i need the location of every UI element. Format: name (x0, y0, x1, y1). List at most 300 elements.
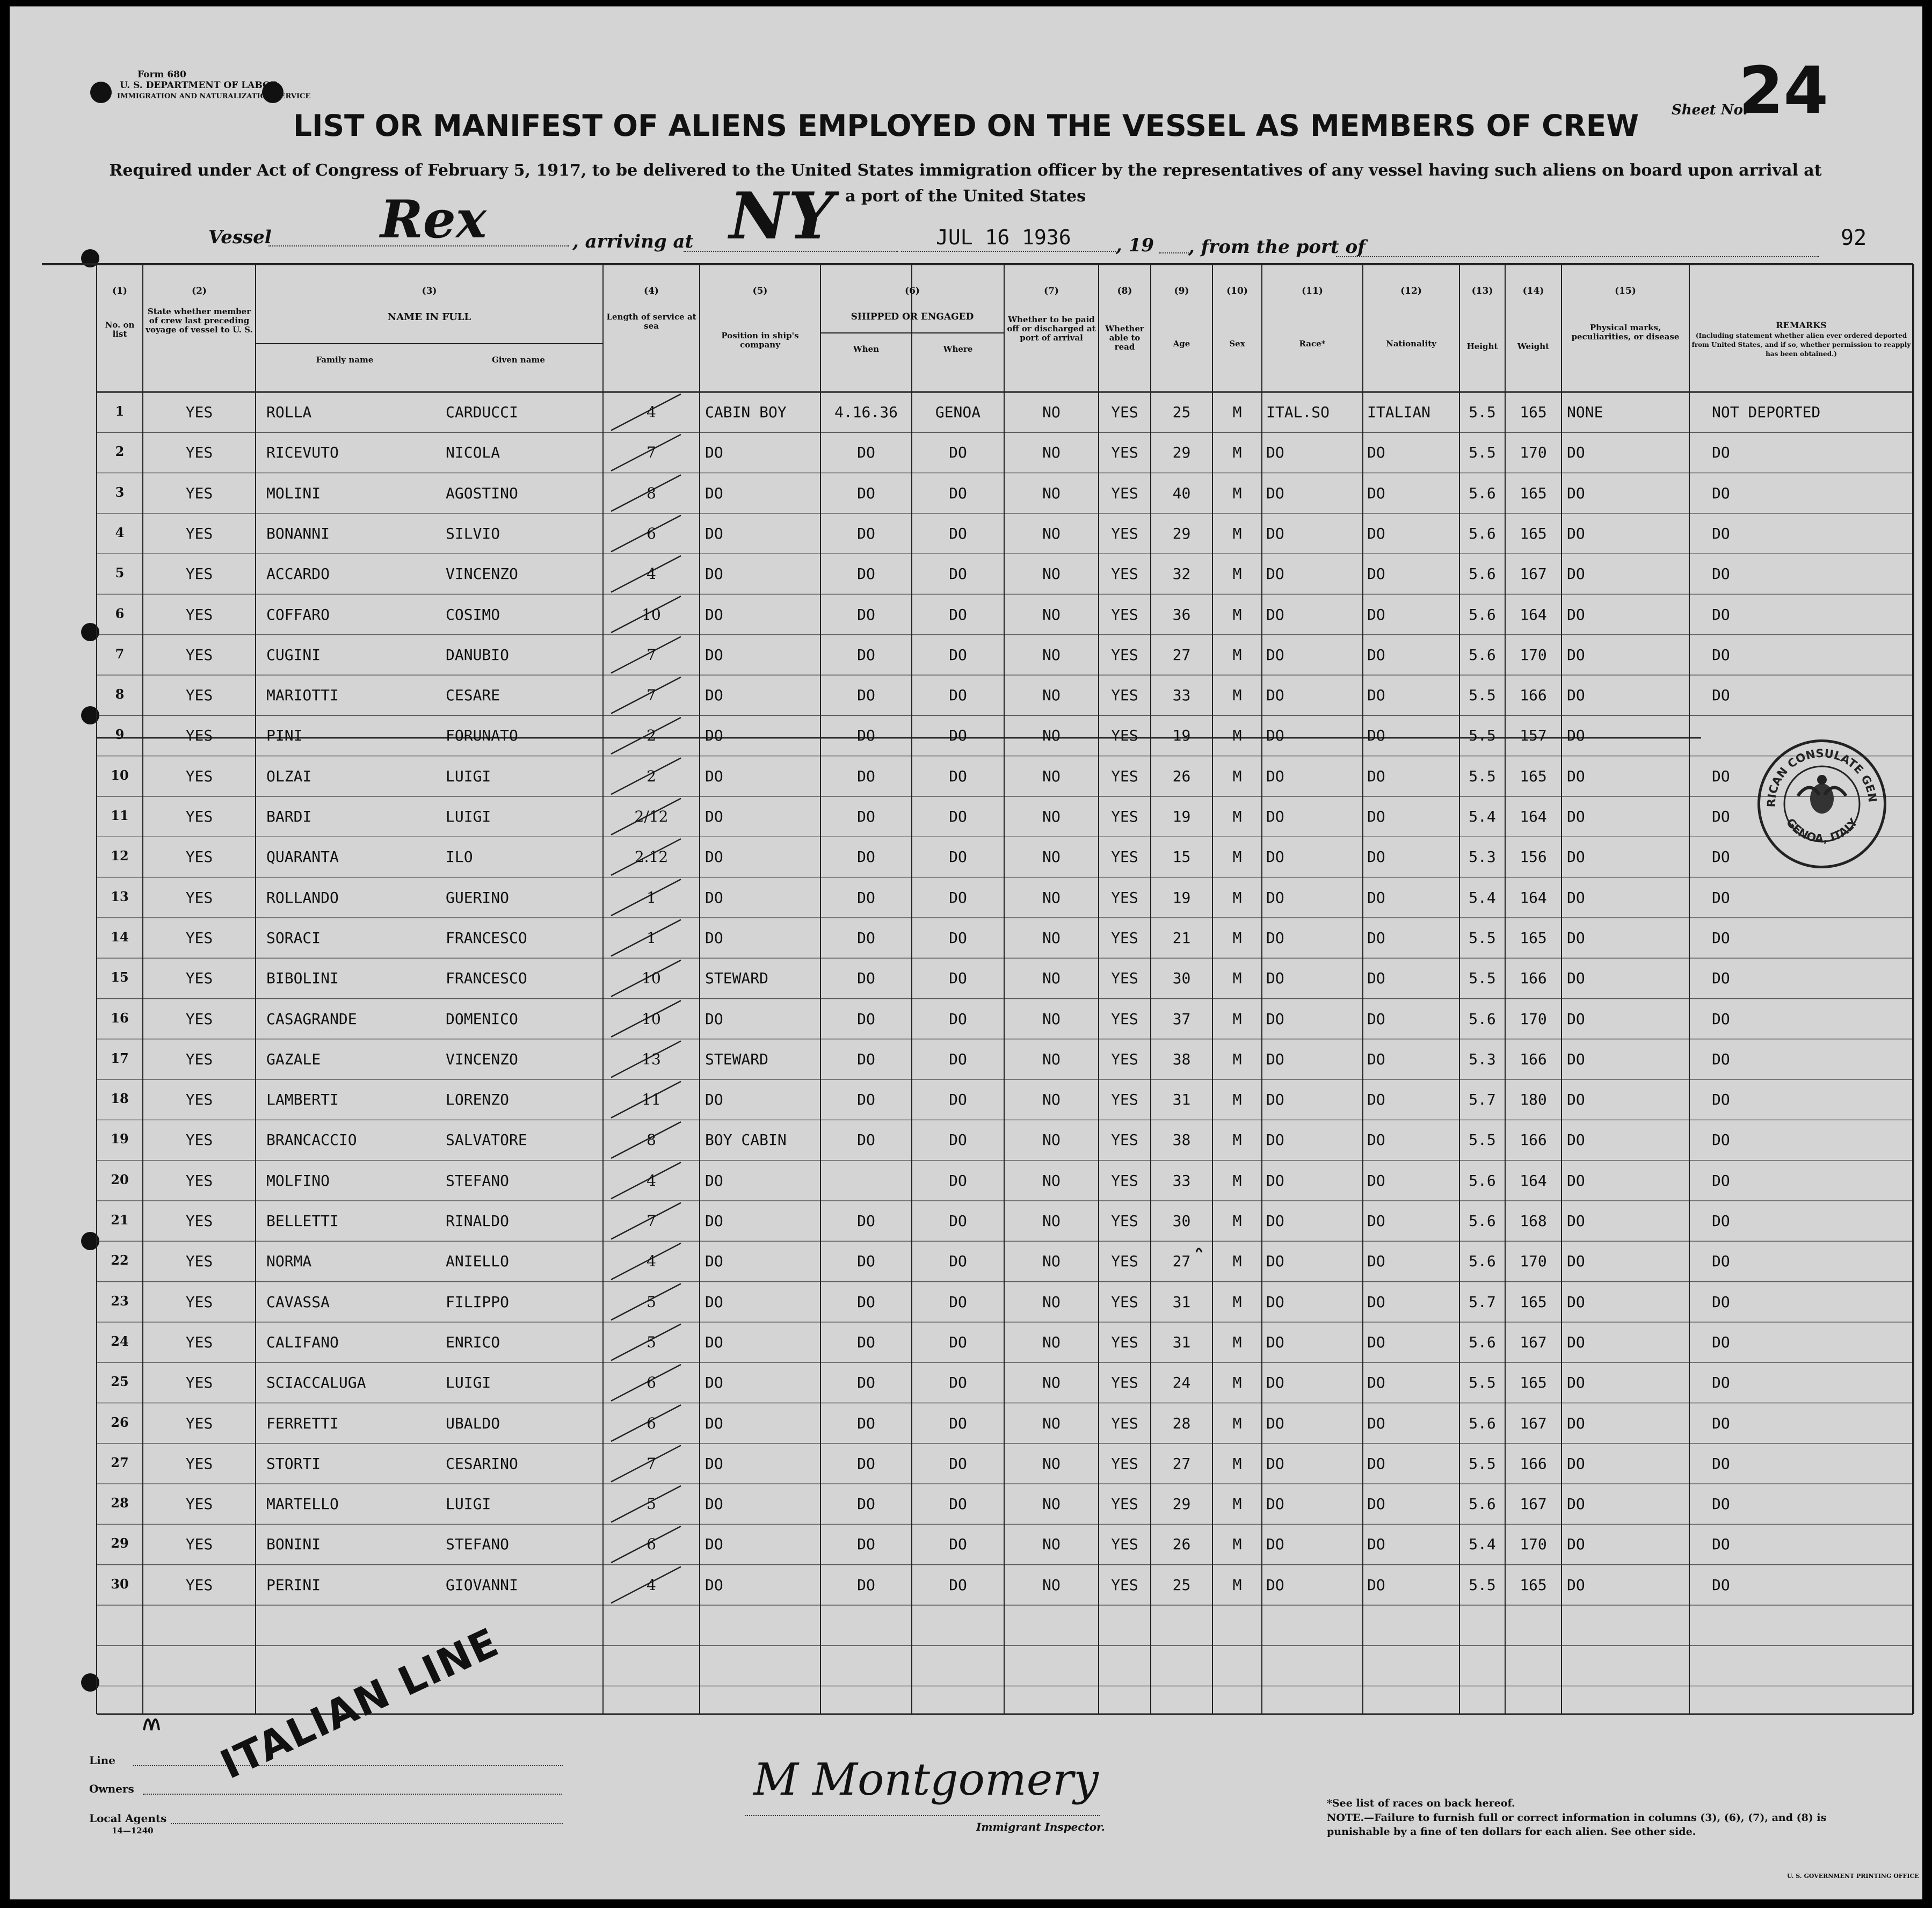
row-given-name: LUIGI (446, 1495, 491, 1513)
row-race: DO (1266, 524, 1284, 542)
row-remarks: DO (1712, 1576, 1730, 1594)
row-able-read: YES (1111, 928, 1138, 947)
row-shipped-when: DO (857, 645, 875, 664)
row-remarks: DO (1712, 888, 1730, 906)
row-shipped-when: DO (857, 605, 875, 623)
row-paid-off: NO (1042, 1576, 1061, 1594)
row-sex: M (1232, 848, 1242, 866)
row-given-name: CESARINO (446, 1454, 518, 1472)
row-able-read: YES (1111, 605, 1138, 623)
row-position: DO (705, 1091, 723, 1109)
row-paid-off: NO (1042, 1414, 1061, 1432)
row-height: 5.5 (1469, 1454, 1496, 1472)
row-shipped-when: DO (857, 767, 875, 785)
row-sex: M (1232, 605, 1242, 623)
row-family-name: QUARANTA (266, 848, 339, 866)
row-race: DO (1266, 605, 1284, 623)
row-position: DO (705, 848, 723, 866)
row-position: DO (705, 524, 723, 542)
row-shipped-when: DO (857, 1374, 875, 1392)
row-paid-off: NO (1042, 1010, 1061, 1028)
row-position: STEWARD (705, 1050, 769, 1068)
row-weight: 167 (1520, 1333, 1547, 1351)
row-sex: M (1232, 1293, 1242, 1311)
row-prev-voyage: YES (185, 969, 213, 988)
row-age: 29 (1172, 1495, 1191, 1513)
row-able-read: YES (1111, 1333, 1138, 1351)
row-number: 7 (115, 645, 125, 662)
row-family-name: COFFARO (266, 605, 330, 623)
row-paid-off: NO (1042, 848, 1061, 866)
row-family-name: MOLINI (266, 484, 321, 502)
row-sex: M (1232, 1131, 1242, 1149)
row-weight: 170 (1520, 645, 1547, 664)
row-height: 5.5 (1469, 969, 1496, 988)
row-height: 5.5 (1469, 727, 1496, 745)
row-age: 15 (1172, 848, 1191, 866)
row-weight: 167 (1520, 1414, 1547, 1432)
row-remarks: DO (1712, 1495, 1730, 1513)
row-sex: M (1232, 1576, 1242, 1594)
row-able-read: YES (1111, 1576, 1138, 1594)
row-shipped-where: DO (949, 605, 967, 623)
row-prev-voyage: YES (185, 484, 213, 502)
svg-text:GENOA, ITALY (1784, 816, 1861, 845)
row-number: 21 (111, 1212, 129, 1228)
row-number: 29 (111, 1535, 129, 1551)
line-rule (133, 1765, 563, 1766)
row-remarks: NOT DEPORTED (1712, 403, 1821, 422)
row-physical-marks: DO (1567, 1374, 1585, 1392)
sheet-number: 24 (1739, 54, 1828, 128)
row-shipped-where: DO (949, 524, 967, 542)
row-shipped-where: DO (949, 969, 967, 988)
row-race: DO (1266, 848, 1284, 866)
row-paid-off: NO (1042, 928, 1061, 947)
row-remarks: DO (1712, 1535, 1730, 1554)
row-shipped-when: DO (857, 1495, 875, 1513)
row-prev-voyage: YES (185, 727, 213, 745)
row-age: 21 (1172, 928, 1191, 947)
row-paid-off: NO (1042, 403, 1061, 422)
row-position: DO (705, 888, 723, 906)
row-prev-voyage: YES (185, 1414, 213, 1432)
row-race: DO (1266, 969, 1284, 988)
row-age: 30 (1172, 969, 1191, 988)
row-age: 40 (1172, 484, 1191, 502)
row-physical-marks: DO (1567, 565, 1585, 583)
row-paid-off: NO (1042, 1293, 1061, 1311)
row-sex: M (1232, 1374, 1242, 1392)
row-age: 31 (1172, 1333, 1191, 1351)
row-race: DO (1266, 1252, 1284, 1271)
row-height: 5.6 (1469, 1212, 1496, 1230)
row-position: DO (705, 605, 723, 623)
row-shipped-where: DO (949, 1454, 967, 1472)
inspector-signature: M Montgomery (753, 1754, 1099, 1805)
row-paid-off: NO (1042, 686, 1061, 705)
row-shipped-when: DO (857, 1091, 875, 1109)
row-able-read: YES (1111, 565, 1138, 583)
row-physical-marks: DO (1567, 1495, 1585, 1513)
row-shipped-when: DO (857, 484, 875, 502)
row-prev-voyage: YES (185, 645, 213, 664)
row-number: 6 (115, 605, 125, 621)
row-height: 5.7 (1469, 1293, 1496, 1311)
row-nationality: DO (1367, 1293, 1385, 1311)
seal-bottom-text: GENOA, ITALY (1783, 816, 1861, 845)
row-weight: 164 (1520, 1171, 1547, 1189)
row-number: 27 (111, 1454, 129, 1470)
row-shipped-where: DO (949, 1495, 967, 1513)
row-age: 33 (1172, 686, 1191, 705)
row-able-read: YES (1111, 403, 1138, 422)
row-family-name: CUGINI (266, 645, 321, 664)
row-age: 27 (1172, 645, 1191, 664)
row-race: DO (1266, 1293, 1284, 1311)
row-able-read: YES (1111, 1495, 1138, 1513)
row-nationality: DO (1367, 1414, 1385, 1432)
row-number: 5 (115, 565, 125, 581)
row-position: DO (705, 1010, 723, 1028)
row-given-name: FILIPPO (446, 1293, 510, 1311)
row-weight: 165 (1520, 484, 1547, 502)
row-shipped-where: DO (949, 1333, 967, 1351)
row-family-name: LAMBERTI (266, 1091, 339, 1109)
row-position: DO (705, 1293, 723, 1311)
row-prev-voyage: YES (185, 1131, 213, 1149)
owners-rule (143, 1794, 562, 1795)
row-shipped-when: DO (857, 1293, 875, 1311)
row-height: 5.5 (1469, 1374, 1496, 1392)
row-given-name: VINCENZO (446, 1050, 518, 1068)
row-number: 26 (111, 1414, 129, 1430)
header-nationality: Nationality (1386, 339, 1436, 349)
row-family-name: GAZALE (266, 1050, 321, 1068)
row-given-name: SALVATORE (446, 1131, 527, 1149)
row-paid-off: NO (1042, 808, 1061, 826)
row-weight: 164 (1520, 605, 1547, 623)
row-race: DO (1266, 1212, 1284, 1230)
row-position: DO (705, 1414, 723, 1432)
row-physical-marks: DO (1567, 1333, 1585, 1351)
column-number: (12) (1400, 286, 1422, 296)
row-family-name: STORTI (266, 1454, 321, 1472)
row-paid-off: NO (1042, 1171, 1061, 1189)
row-family-name: MOLFINO (266, 1171, 330, 1189)
row-weight: 170 (1520, 1252, 1547, 1271)
row-nationality: DO (1367, 686, 1385, 705)
row-position: DO (705, 686, 723, 705)
row-position: DO (705, 928, 723, 947)
header-race: Race* (1299, 339, 1326, 349)
arriving-handwritten: NY (729, 178, 834, 254)
row-weight: 166 (1520, 1454, 1547, 1472)
row-given-name: CESARE (446, 686, 500, 705)
row-race: DO (1266, 1576, 1284, 1594)
row-remarks: DO (1712, 1131, 1730, 1149)
row-prev-voyage: YES (185, 1010, 213, 1028)
row-nationality: DO (1367, 969, 1385, 988)
row-paid-off: NO (1042, 1212, 1061, 1230)
row-sex: M (1232, 1454, 1242, 1472)
row-shipped-when: DO (857, 808, 875, 826)
row-race: DO (1266, 1091, 1284, 1109)
row-height: 5.6 (1469, 1252, 1496, 1271)
row-physical-marks: DO (1567, 808, 1585, 826)
row-sex: M (1232, 1212, 1242, 1230)
row-sex: M (1232, 1091, 1242, 1109)
row-nationality: DO (1367, 1495, 1385, 1513)
row-length-service: 6 (647, 1414, 656, 1432)
row-shipped-where: DO (949, 1212, 967, 1230)
row-able-read: YES (1111, 1131, 1138, 1149)
row-position: DO (705, 1454, 723, 1472)
row-number: 23 (111, 1293, 129, 1309)
row-remarks: DO (1712, 1454, 1730, 1472)
column-number: (5) (752, 286, 768, 296)
race-note: *See list of races on back hereof. (1327, 1797, 1515, 1809)
column-number: (4) (644, 286, 659, 296)
row-nationality: DO (1367, 767, 1385, 785)
row-remarks: DO (1712, 1171, 1730, 1189)
row-height: 5.5 (1469, 1576, 1496, 1594)
row-nationality: DO (1367, 1131, 1385, 1149)
row-weight: 167 (1520, 565, 1547, 583)
row-given-name: FORUNATO (446, 727, 518, 745)
row-able-read: YES (1111, 1171, 1138, 1189)
eagle-seal-icon (1760, 742, 1884, 866)
header-remarks-title: REMARKS (1776, 320, 1827, 330)
row-given-name: COSIMO (446, 605, 500, 623)
row-race: DO (1266, 1454, 1284, 1472)
header-no: No. on list (105, 320, 135, 339)
row-given-name: LORENZO (446, 1091, 510, 1109)
row-nationality: DO (1367, 928, 1385, 947)
row-position: DO (705, 1333, 723, 1351)
row-prev-voyage: YES (185, 1212, 213, 1230)
agents-rule (171, 1823, 563, 1824)
column-number: (10) (1226, 286, 1248, 296)
row-given-name: AGOSTINO (446, 484, 518, 502)
row-physical-marks: DO (1567, 1131, 1585, 1149)
row-nationality: DO (1367, 888, 1385, 906)
printer-note: U. S. GOVERNMENT PRINTING OFFICE (1787, 1873, 1919, 1880)
row-shipped-where: DO (949, 1091, 967, 1109)
row-position: DO (705, 1212, 723, 1230)
row-given-name: FRANCESCO (446, 928, 527, 947)
row-shipped-when: 4.16.36 (834, 403, 898, 422)
row-able-read: YES (1111, 888, 1138, 906)
row-age: 28 (1172, 1414, 1191, 1432)
row-sex: M (1232, 524, 1242, 542)
row-shipped-when: DO (857, 686, 875, 705)
row-position: DO (705, 727, 723, 745)
row-prev-voyage: YES (185, 524, 213, 542)
row-paid-off: NO (1042, 1333, 1061, 1351)
penalty-note: NOTE.—Failure to furnish full or correct information in columns (3), (6), (7), and (8) is punishable by a fine of ten dollars for each alien. See other side. (1327, 1812, 1827, 1838)
row-position: DO (705, 808, 723, 826)
row-sex: M (1232, 808, 1242, 826)
header-length-service: Length of service at sea (606, 312, 696, 331)
row-prev-voyage: YES (185, 565, 213, 583)
row-weight: 166 (1520, 1050, 1547, 1068)
row-length-service: 5 (647, 1333, 656, 1351)
header-sex: Sex (1229, 339, 1245, 349)
row-physical-marks: DO (1567, 1010, 1585, 1028)
row-age: 27 (1172, 1454, 1191, 1472)
row-shipped-when: DO (857, 727, 875, 745)
seal-top-text: RICAN CONSULATE GEN (1764, 746, 1879, 808)
row-prev-voyage: YES (185, 928, 213, 947)
row-number: 22 (111, 1252, 129, 1268)
column-number: (2) (192, 286, 207, 296)
row-height: 5.3 (1469, 848, 1496, 866)
row-length-service: 6 (647, 524, 656, 542)
row-able-read: YES (1111, 767, 1138, 785)
row-physical-marks: DO (1567, 1454, 1585, 1472)
row-shipped-when: DO (857, 1050, 875, 1068)
row-sex: M (1232, 727, 1242, 745)
form-number: Form 680 (137, 69, 186, 80)
row-shipped-when: DO (857, 524, 875, 542)
row-sex: M (1232, 767, 1242, 785)
row-physical-marks: DO (1567, 1252, 1585, 1271)
row-shipped-where: DO (949, 645, 967, 664)
agents-label: Local Agents (89, 1812, 167, 1825)
row-length-service: 1 (647, 888, 656, 906)
row-prev-voyage: YES (185, 1535, 213, 1554)
header-remarks-sub: (Including statement whether alien ever ordered deported from United States, and if so, whether permission to reapply has been obtained.) (1691, 332, 1911, 358)
header-weight: Weight (1517, 342, 1550, 351)
row-position: BOY CABIN (705, 1131, 787, 1149)
row-length-service: 11 (642, 1091, 661, 1109)
row-shipped-where: DO (949, 888, 967, 906)
row-weight: 168 (1520, 1212, 1547, 1230)
row-family-name: BARDI (266, 808, 312, 826)
row-weight: 170 (1520, 444, 1547, 462)
row-able-read: YES (1111, 848, 1138, 866)
row-prev-voyage: YES (185, 1333, 213, 1351)
row-physical-marks: DO (1567, 727, 1585, 745)
row-length-service: 7 (647, 645, 656, 664)
row-shipped-where: DO (949, 1252, 967, 1271)
row-length-service: 7 (647, 686, 656, 705)
row-age: 19 (1172, 888, 1191, 906)
row-given-name: NICOLA (446, 444, 500, 462)
row-weight: 165 (1520, 1293, 1547, 1311)
row-length-service: 4 (647, 1171, 656, 1189)
row-prev-voyage: YES (185, 686, 213, 705)
row-sex: M (1232, 686, 1242, 705)
row-length-service: 7 (647, 1454, 656, 1472)
row-number: 30 (111, 1576, 129, 1592)
row-paid-off: NO (1042, 1131, 1061, 1149)
row-nationality: DO (1367, 1050, 1385, 1068)
row-number: 3 (115, 484, 125, 500)
row-number: 20 (111, 1171, 129, 1187)
row-able-read: YES (1111, 484, 1138, 502)
row-length-service: 4 (647, 565, 656, 583)
row-prev-voyage: YES (185, 605, 213, 623)
row-remarks: DO (1712, 645, 1730, 664)
consulate-seal (1757, 739, 1886, 868)
row-physical-marks: DO (1567, 1535, 1585, 1554)
row-physical-marks: DO (1567, 1212, 1585, 1230)
row-able-read: YES (1111, 1535, 1138, 1554)
column-number: (7) (1044, 286, 1059, 296)
row-prev-voyage: YES (185, 1171, 213, 1189)
column-number: (6) (905, 286, 920, 296)
row-nationality: DO (1367, 848, 1385, 866)
row-nationality: DO (1367, 1535, 1385, 1554)
row-height: 5.6 (1469, 565, 1496, 583)
row-given-name: GIOVANNI (446, 1576, 518, 1594)
row-remarks: DO (1712, 605, 1730, 623)
row-paid-off: NO (1042, 444, 1061, 462)
row-sex: M (1232, 1495, 1242, 1513)
row-physical-marks: DO (1567, 1414, 1585, 1432)
row-prev-voyage: YES (185, 848, 213, 866)
row-remarks: DO (1712, 808, 1730, 826)
row-family-name: ROLLA (266, 403, 312, 422)
row-physical-marks: DO (1567, 888, 1585, 906)
row-height: 5.4 (1469, 808, 1496, 826)
row-number: 4 (115, 524, 125, 540)
row-family-name: OLZAI (266, 767, 312, 785)
row-paid-off: NO (1042, 645, 1061, 664)
row-nationality: DO (1367, 565, 1385, 583)
row-given-name: RINALDO (446, 1212, 510, 1230)
row-remarks: DO (1712, 565, 1730, 583)
row-paid-off: NO (1042, 484, 1061, 502)
row-family-name: BIBOLINI (266, 969, 339, 988)
row-height: 5.4 (1469, 888, 1496, 906)
row-race: DO (1266, 767, 1284, 785)
vessel-handwritten: Rex (380, 189, 487, 250)
form-service: IMMIGRATION AND NATURALIZATION SERVICE (117, 92, 311, 100)
row-age: 19 (1172, 727, 1191, 745)
row-nationality: DO (1367, 808, 1385, 826)
sheet-number-label: Sheet No. (1672, 102, 1748, 118)
row-weight: 165 (1520, 767, 1547, 785)
row-number: 12 (111, 848, 129, 864)
row-race: DO (1266, 645, 1284, 664)
row-position: DO (705, 484, 723, 502)
row-paid-off: NO (1042, 727, 1061, 745)
row-shipped-when: DO (857, 848, 875, 866)
row-length-service: 8 (647, 1131, 656, 1149)
row-weight: 156 (1520, 848, 1547, 866)
row-family-name: SCIACCALUGA (266, 1374, 366, 1392)
row-number: 1 (115, 403, 125, 419)
row-position: CABIN BOY (705, 403, 787, 422)
row-shipped-where: DO (949, 565, 967, 583)
row-physical-marks: DO (1567, 524, 1585, 542)
row-age: 26 (1172, 1535, 1191, 1554)
row-age: 29 (1172, 524, 1191, 542)
row-nationality: DO (1367, 1010, 1385, 1028)
row-race: DO (1266, 1414, 1284, 1432)
header-age: Age (1173, 339, 1190, 349)
manifest-page (10, 6, 1922, 1899)
row-physical-marks: DO (1567, 1050, 1585, 1068)
row-race: DO (1266, 1010, 1284, 1028)
header-given-name: Given name (492, 355, 545, 365)
row-given-name: SILVIO (446, 524, 500, 542)
row-shipped-when: DO (857, 1252, 875, 1271)
row-sex: M (1232, 645, 1242, 664)
